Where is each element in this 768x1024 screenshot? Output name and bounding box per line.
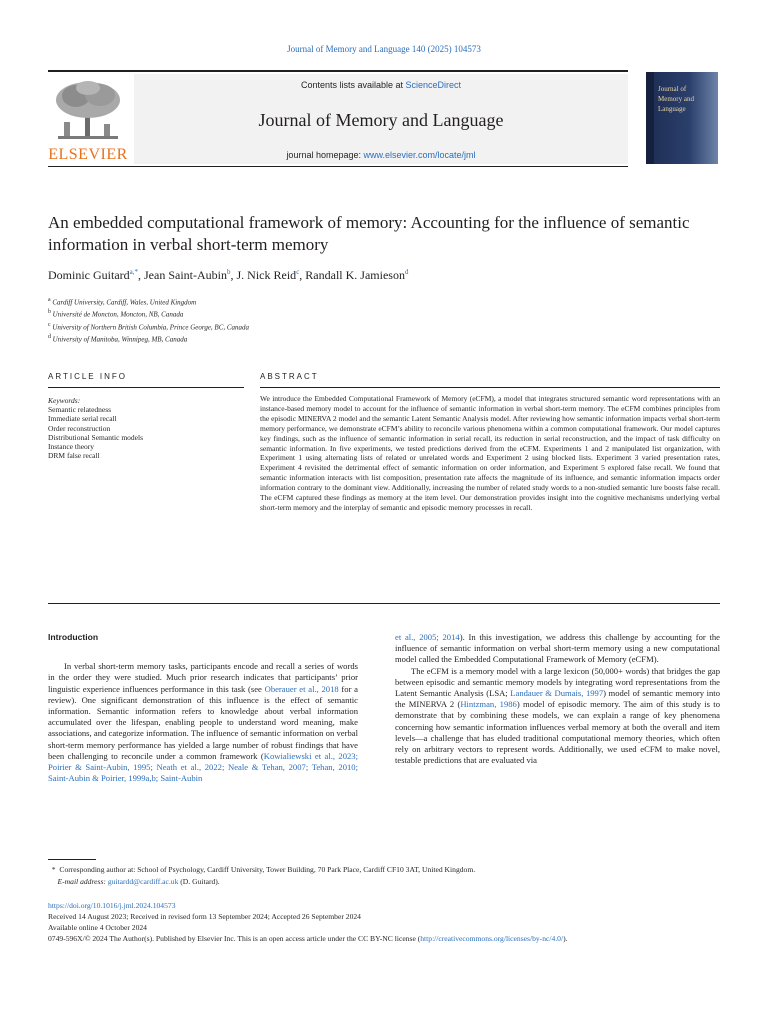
footnote-rule <box>48 859 96 860</box>
article-info-heading: ARTICLE INFO <box>48 372 127 381</box>
affiliation-text: University of Manitoba, Winnipeg, MB, Canada <box>52 335 188 344</box>
citation-link[interactable]: Kowialiewski et al., 2023; Poirier & Saint-Aubin, 1995; Neath et al., 2022; Neale & Tehan, 2007; Tehan, 2010; Saint-Aubin & Poirier, 1999a,b; Saint-Aubin <box>48 750 358 784</box>
masthead-bottom-rule <box>48 166 628 167</box>
doi-link[interactable]: https://doi.org/10.1016/j.jml.2024.104573 <box>48 901 176 910</box>
affiliation-item <box>48 320 720 332</box>
keyword-item: DRM false recall <box>48 451 100 461</box>
affiliation-item <box>48 332 720 344</box>
affiliation-mark: d <box>48 333 51 340</box>
keyword-item: Order reconstruction <box>48 423 111 433</box>
keywords-block <box>48 396 244 460</box>
email-suffix: (D. Guitard). <box>178 877 220 886</box>
journal-reference[interactable]: Journal of Memory and Language 140 (2025) 104573 <box>287 44 481 54</box>
article-info-rule <box>48 387 244 388</box>
body-column-right <box>395 632 720 766</box>
abstract-rule <box>260 387 720 388</box>
keyword-item: Semantic relatedness <box>48 405 112 415</box>
contents-prefix: Contents lists available at <box>300 80 406 90</box>
citation-link[interactable]: Oberauer et al., 2018 <box>264 683 339 694</box>
contents-line <box>134 80 628 90</box>
journal-cover-thumbnail[interactable] <box>646 72 718 164</box>
cover-title <box>658 84 716 114</box>
author-name[interactable]: Randall K. Jamieson <box>305 268 405 282</box>
abstract-heading: ABSTRACT <box>260 372 319 381</box>
affiliation-mark: a <box>48 297 51 303</box>
contents-box <box>134 74 628 164</box>
corresponding-author-note <box>48 864 720 876</box>
keyword-item: Immediate serial recall <box>48 414 117 424</box>
email-label: E-mail address: <box>57 877 108 886</box>
footnote-star: * <box>51 865 56 874</box>
citation-link[interactable]: Hintzman, 1986 <box>460 699 517 710</box>
received-dates: Received 14 August 2023; Received in revised form 13 September 2024; Accepted 26 September 2024 <box>48 912 361 921</box>
elsevier-tree-icon <box>52 80 124 142</box>
keyword-item: Instance theory <box>48 442 95 452</box>
affiliation-item <box>48 295 720 307</box>
available-online-date: Available online 4 October 2024 <box>48 923 147 932</box>
body-text: ) model of episodic memory. The aim of this study is to demonstrate that by combining these models, we can explain a range of key phenomena concerning how semantic information influences verbal memory at both the overall and item levels—a challenge that has eluded traditional computational memory theories, which often rely on arbitrary vectors to represent words. Additionally, we used eCFM to make novel, testable predictions that are evaluated via <box>395 699 720 766</box>
body-text: In verbal short-term memory tasks, participants encode and recall a series of words in the order they were studied. Much prior research indicates that participants’ prior linguistic experience influences performance in this task (see <box>48 661 358 694</box>
homepage-link[interactable]: www.elsevier.com/locate/jml <box>363 150 476 160</box>
author-name[interactable]: J. Nick Reid <box>236 268 297 282</box>
cover-spine <box>646 72 654 164</box>
cover-title-line: Memory and <box>658 95 694 103</box>
affiliation-item <box>48 307 720 319</box>
affiliation-text: University of Northern British Columbia, Prince George, BC, Canada <box>52 322 250 331</box>
publication-info <box>48 900 720 944</box>
author-name[interactable]: Dominic Guitard <box>48 268 130 282</box>
email-link[interactable]: guitardd@cardiff.ac.uk <box>107 877 179 886</box>
section-heading-introduction: Introduction <box>48 632 99 642</box>
elsevier-logo[interactable] <box>48 80 128 166</box>
journal-title: Journal of Memory and Language <box>258 110 504 130</box>
license-text: 0749-596X/© 2024 The Author(s). Published by Elsevier Inc. This is an open access article under the CC BY-NC license ( <box>48 934 421 943</box>
affiliation-text: Cardiff University, Cardiff, Wales, United Kingdom <box>52 298 197 307</box>
elsevier-wordmark: ELSEVIER <box>48 146 128 163</box>
masthead <box>48 70 720 168</box>
body-text: for a review). One significant demonstration of this influence is the effect of semantic information. Semantic information refers to knowledge about verbal information accumulated over the lifespan, enabling people to understand word meaning, make associations, and categorize information. The influence of semantic information on verbal short-term memory performance has yielded a large number of robust findings that have been challenging to reconcile under a common framework ( <box>48 683 358 761</box>
citation-link[interactable]: et al., 2005; 2014 <box>395 632 460 642</box>
keywords-label: Keywords: <box>48 396 81 405</box>
author-affiliation-mark[interactable]: a,* <box>129 268 139 276</box>
body-paragraph <box>395 632 720 666</box>
author-separator: , <box>230 268 237 282</box>
body-paragraph <box>395 666 720 767</box>
body-paragraph <box>48 661 358 784</box>
author-name[interactable]: Jean Saint-Aubin <box>144 268 228 282</box>
abstract-text: We introduce the Embedded Computational Framework of Memory (eCFM), a model that integrates structured semantic word representations with an instance-based memory model to account for the influence of semantic information in verbal short-term memory. The eCFM combines principles from the episodic MINERVA 2 model and the semantic Latent Semantic Analysis model. After reviewing how semantic information impacts verbal short-term memory performance, we demonstrate eCFM’s ability to reconcile various phenomena within a common computational framework. Our model captures key findings, such as the influence of semantic information in serial recall, its reduction in serial reconstruction, and the impact of task difficulty on semantic information. In five experiments, we tested predictions derived from the eCFM. Experiments 1 and 2 manipulated list organization, with Experiment 1 using alternating lists of related or unrelated words and Experiment 2 using blocked lists. Experiment 3 varied presentation rates, Experiment 4 revisited the detrimental effect of semantic information on order information, and Experiment 5 explored false recall. We found that semantic information interacts with list composition, presentation rate affects the magnitude of its influence, and semantic information impacts order information contrary to the dominant view. Additionally, increasing the number of related study words to a non-studied semantic lure boosts false recall. The eCFM captured these findings as memory at the item level. Our demonstration provides insight into the cognitive mechanisms underlying verbal short-term memory and the interplay of semantic and episodic memory processes in recall. <box>260 394 720 512</box>
affiliation-text: Université de Moncton, Moncton, NB, Canada <box>52 310 184 319</box>
body-column-left <box>48 632 358 784</box>
masthead-top-rule <box>48 70 628 72</box>
body-text: ). In this investigation, we address this challenge by accounting for the influence of semantic information on verbal short-term memory using a new computational model called the Embedded Computational Framework of Memory (eCFM). <box>395 632 720 665</box>
affiliation-mark: c <box>48 321 51 328</box>
author-affiliation-mark[interactable]: d <box>404 268 409 276</box>
author-list <box>48 268 720 283</box>
author-affiliation-mark[interactable]: c <box>296 268 300 276</box>
license-statement <box>48 933 720 944</box>
body-text: ) model of semantic memory into the MINERVA 2 ( <box>395 688 720 710</box>
cover-title-line: Language <box>658 105 686 113</box>
author-separator: , <box>138 268 145 282</box>
sciencedirect-link[interactable]: ScienceDirect <box>405 80 462 90</box>
affiliation-mark: b <box>48 309 51 316</box>
front-matter-rule <box>48 603 720 604</box>
cover-title-line: Journal of <box>658 85 687 93</box>
homepage-prefix: journal homepage: <box>286 150 364 160</box>
author-separator: , <box>299 268 306 282</box>
license-link[interactable]: http://creativecommons.org/licenses/by-nc/4.0/ <box>420 934 564 943</box>
keyword-item: Distributional Semantic models <box>48 432 143 442</box>
author-affiliation-mark[interactable]: b <box>227 268 231 276</box>
email-note <box>48 876 720 888</box>
license-text-end: ). <box>563 934 568 943</box>
footnotes <box>48 864 720 888</box>
citation-link[interactable]: Landauer & Dumais, 1997 <box>510 688 604 699</box>
body-text: The eCFM is a memory model with a large lexicon (50,000+ words) that bridges the gap between episodic and semantic memory models by integrating word representations from the Latent Semantic Analysis (LSA; <box>395 665 720 699</box>
affiliation-list <box>48 295 720 344</box>
homepage-line <box>134 150 628 160</box>
article-title: An embedded computational framework of memory: Accounting for the influence of semantic information in verbal short-term memory <box>48 213 690 254</box>
corresponding-author-text: Corresponding author at: School of Psychology, Cardiff University, Tower Building, 70 Park Place, Cardiff CF10 3AT, United Kingdom. <box>59 865 476 874</box>
